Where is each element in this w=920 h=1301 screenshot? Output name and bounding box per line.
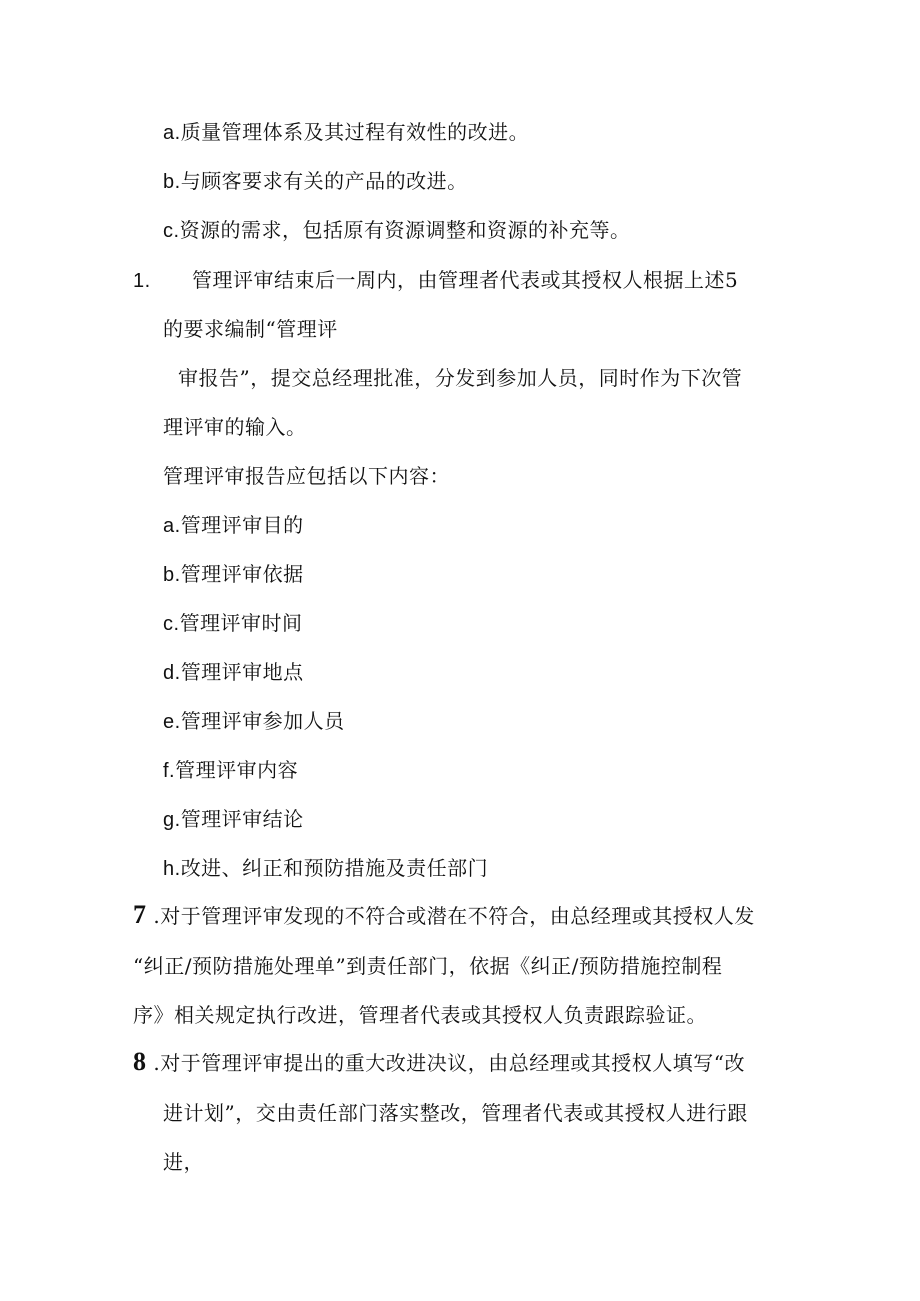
item-1-line-4: 理评审的输入。 bbox=[163, 415, 307, 439]
list-item: a.质量管理体系及其过程有效性的改进。 bbox=[163, 120, 530, 144]
item-7-line-1: .对于管理评审发现的不符合或潜在不符合，由总经理或其授权人发 bbox=[153, 904, 755, 928]
item-8-line-3: 进， bbox=[163, 1150, 204, 1174]
list-item: e.管理评审参加人员 bbox=[163, 709, 345, 733]
list-item: g.管理评审结论 bbox=[163, 807, 304, 831]
item-7 bbox=[133, 901, 755, 930]
item-1-line-2: 的要求编制“管理评 bbox=[163, 317, 338, 341]
item-7-line-3: 序》相关规定执行改进，管理者代表或其授权人负责跟踪验证。 bbox=[133, 1003, 707, 1027]
list-item: d.管理评审地点 bbox=[163, 660, 304, 684]
item-1-line-1: 管理评审结束后一周内，由管理者代表或其授权人根据上述5 bbox=[192, 268, 739, 292]
list-item: b.管理评审依据 bbox=[163, 562, 304, 586]
item-8-line-2: 进计划”，交由责任部门落实整改，管理者代表或其授权人进行跟 bbox=[163, 1101, 748, 1125]
item-7-number: 7 bbox=[133, 900, 147, 929]
item-8-number: 8 bbox=[133, 1047, 147, 1076]
item-7-line-2: “纠正/预防措施处理单”到责任部门，依据《纠正/预防措施控制程 bbox=[133, 954, 723, 978]
item-8-line-1: .对于管理评审提出的重大改进决议，由总经理或其授权人填写“改 bbox=[153, 1051, 745, 1075]
report-intro: 管理评审报告应包括以下内容： bbox=[163, 464, 450, 488]
item-1-line-3: 审报告”，提交总经理批准，分发到参加人员，同时作为下次管 bbox=[178, 366, 743, 390]
list-item: b.与顾客要求有关的产品的改进。 bbox=[163, 169, 468, 193]
list-item: h.改进、纠正和预防措施及责任部门 bbox=[163, 856, 489, 880]
list-item: c.资源的需求，包括原有资源调整和资源的补充等。 bbox=[163, 218, 631, 242]
item-8 bbox=[133, 1048, 745, 1077]
item-1-marker: 1. bbox=[133, 270, 151, 292]
list-item: c.管理评审时间 bbox=[163, 611, 303, 635]
list-item: f.管理评审内容 bbox=[163, 758, 299, 782]
list-item: a.管理评审目的 bbox=[163, 513, 304, 537]
